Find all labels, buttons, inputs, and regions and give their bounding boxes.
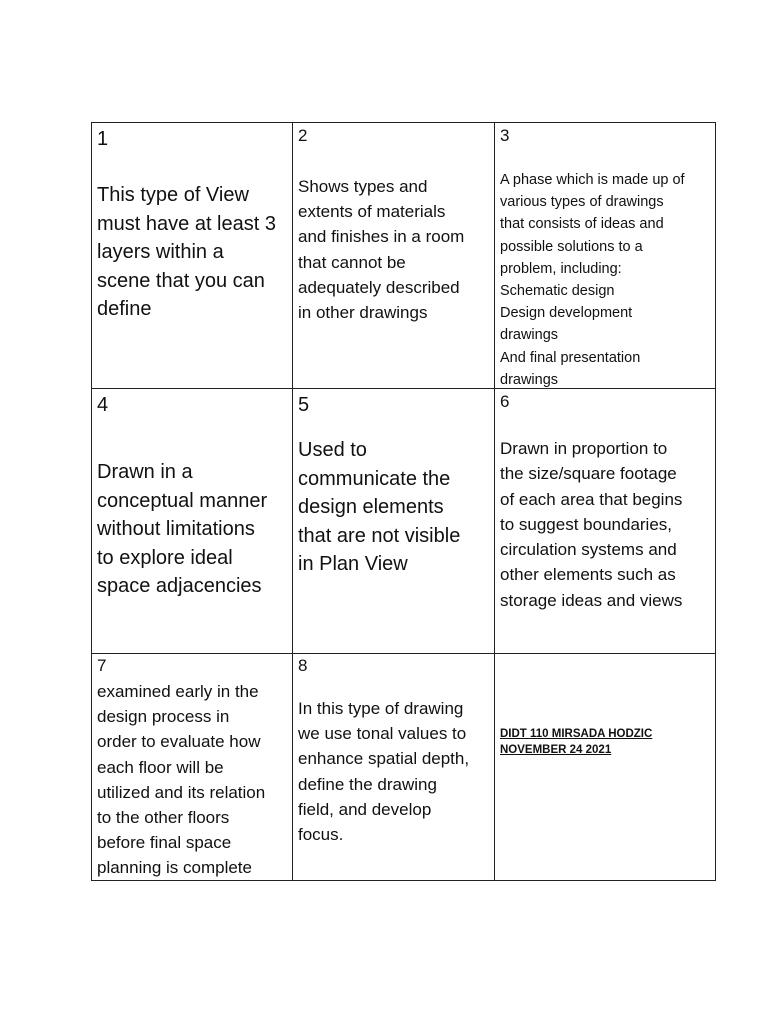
cell-number: 6 xyxy=(500,392,510,411)
table-cell-credit xyxy=(494,653,716,880)
cell-text: Shows types and extents of materials and finishes in a room that cannot be adequately described in other drawings xyxy=(298,177,465,323)
table-cell-6 xyxy=(494,388,716,653)
cell-number: 5 xyxy=(298,394,310,416)
cell-number: 1 xyxy=(97,128,109,150)
cell-text: Used to communicate the design elements that are not visible in Plan View xyxy=(298,439,461,575)
table-cell-2 xyxy=(292,122,494,388)
table-cell-8 xyxy=(292,653,494,880)
cell-number: 3 xyxy=(500,126,510,145)
definitions-table xyxy=(91,122,716,881)
cell-text: Drawn in proportion to the size/square footage of each area that begins to suggest boundaries, circulation systems and other elements such as storage ideas and views xyxy=(500,439,683,610)
credit-date: NOVEMBER 24 2021 xyxy=(500,744,612,756)
cell-text: examined early in the design process in order to evaluate how each floor will be utilized and its relation to the other floors before final space planning is complete xyxy=(97,682,266,878)
cell-number: 7 xyxy=(97,656,107,675)
cell-number: 2 xyxy=(298,126,308,145)
cell-text: In this type of drawing we use tonal values to enhance spatial depth, define the drawing field, and develop focus. xyxy=(298,699,470,845)
table-cell-5 xyxy=(292,388,494,653)
table-cell-1 xyxy=(91,122,292,388)
table-cell-7 xyxy=(91,653,292,880)
credit-course-name: DIDT 110 MIRSADA HODZIC xyxy=(500,728,653,740)
cell-text: This type of View must have at least 3 layers within a scene that you can define xyxy=(97,184,276,320)
cell-number: 8 xyxy=(298,656,308,675)
table-cell-3 xyxy=(494,122,716,388)
table-cell-4 xyxy=(91,388,292,653)
cell-number: 4 xyxy=(97,394,109,416)
cell-text: A phase which is made up of various types of drawings that consists of ideas and possible solutions to a problem, including: Schematic design Design development drawings And final presentation drawings xyxy=(500,172,685,388)
cell-text: Drawn in a conceptual manner without limitations to explore ideal space adjacencies xyxy=(97,461,268,597)
